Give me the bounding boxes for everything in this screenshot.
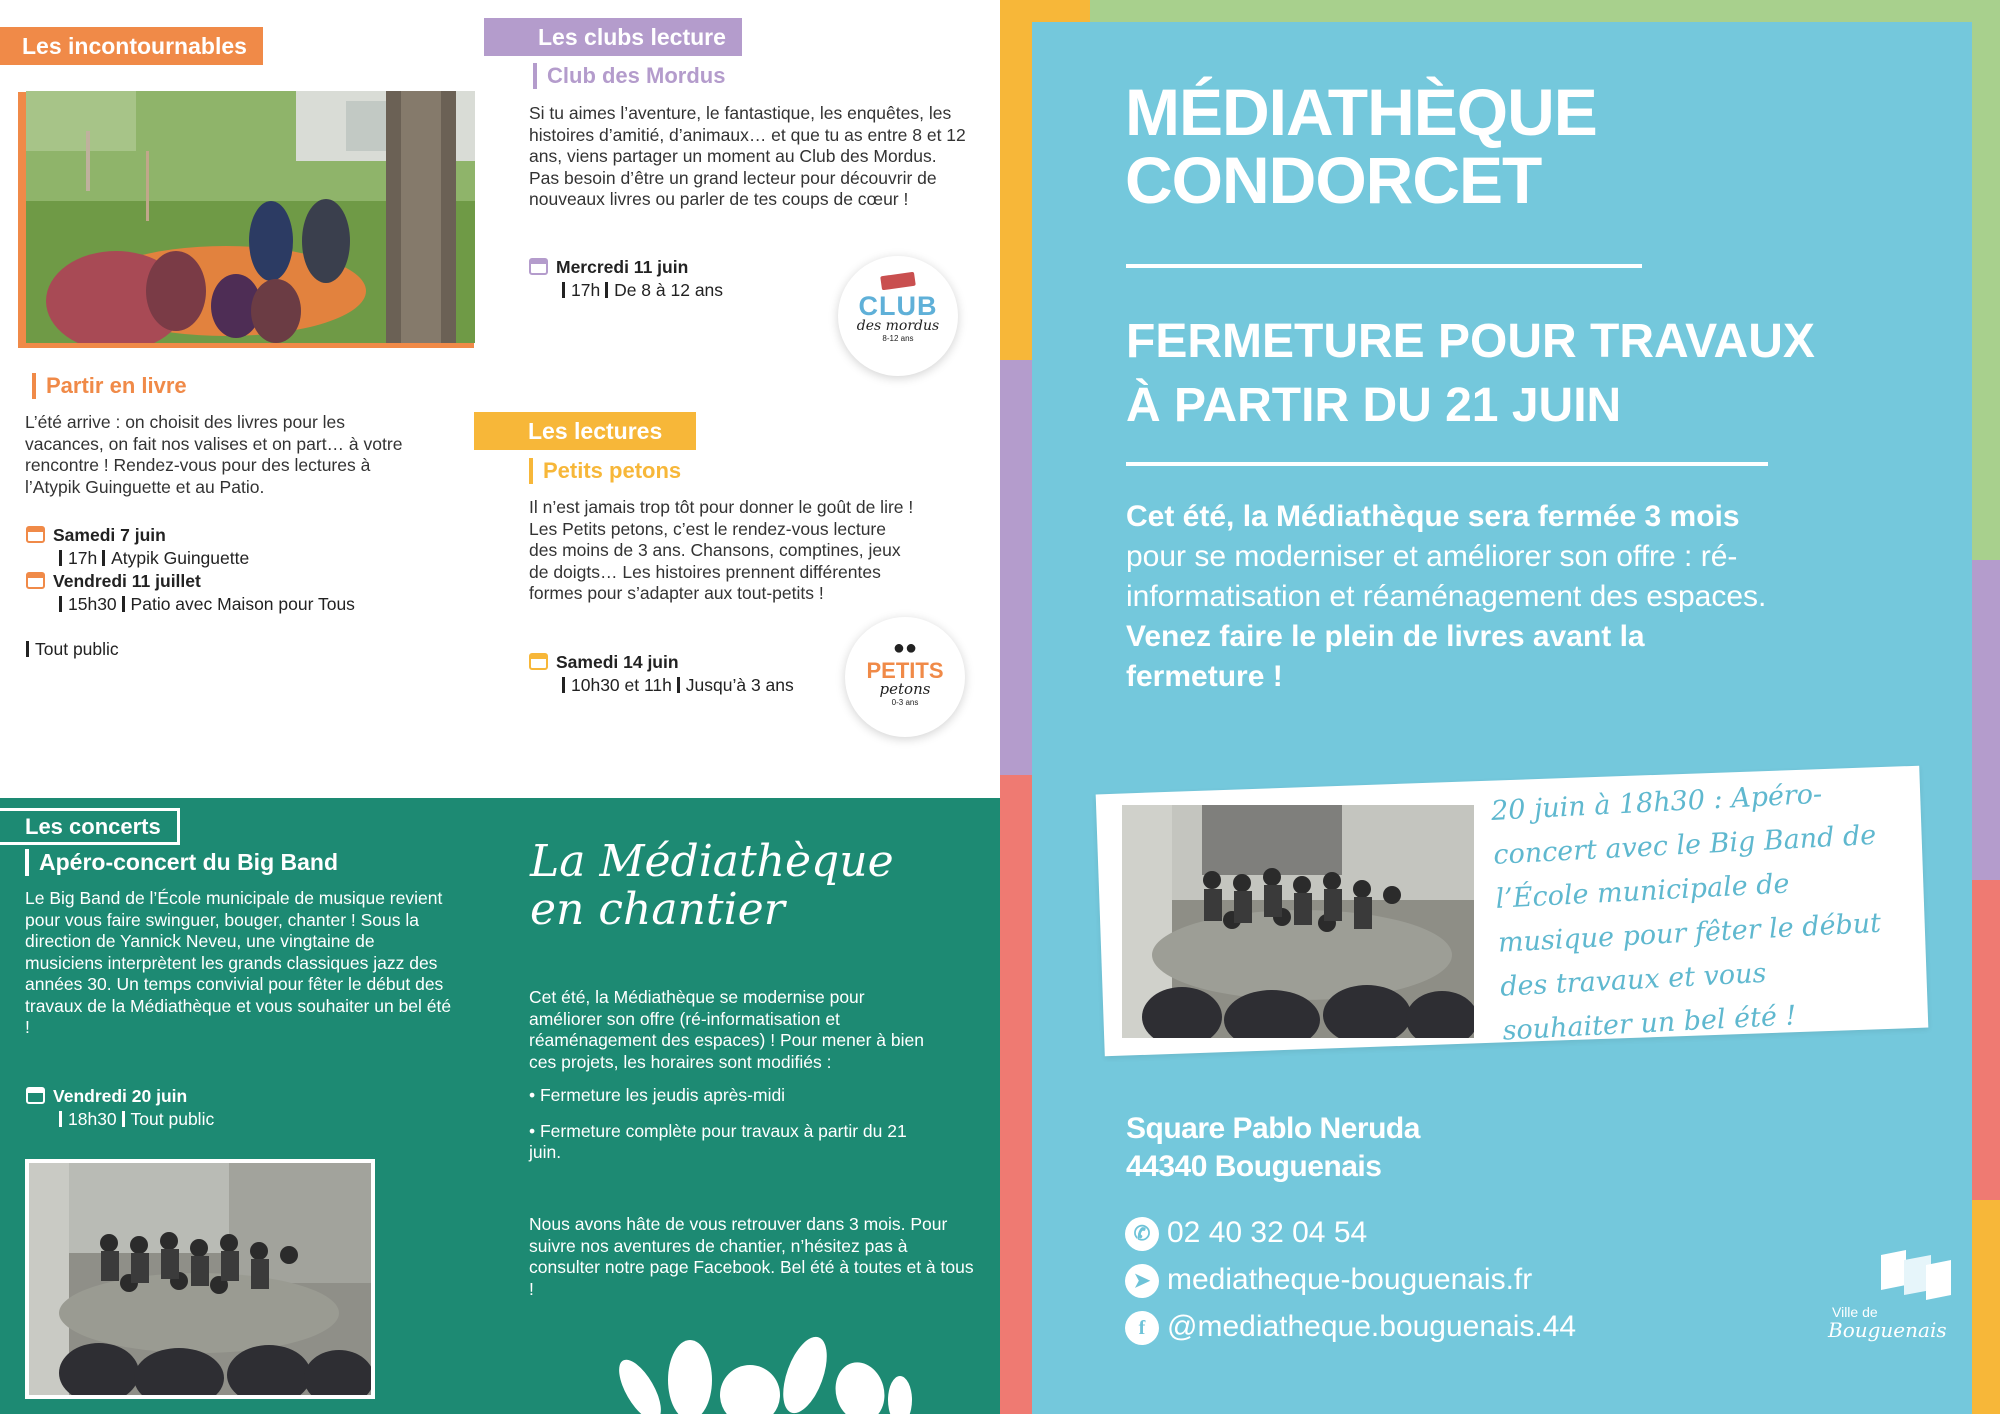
section-tag-concerts: Les concerts xyxy=(0,808,180,845)
event-time: 17h xyxy=(571,280,601,300)
cover-right-pink xyxy=(1970,880,2000,1200)
calendar-icon xyxy=(26,572,45,589)
cover-pink-stripe xyxy=(1000,775,1035,1414)
cover-paragraph-bold: Cet été, la Médiathèque sera fermée 3 mois xyxy=(1126,500,1740,533)
section-tag-clubs-lecture: Les clubs lecture xyxy=(484,18,742,56)
divider-line xyxy=(1126,264,1642,268)
big-band-photo xyxy=(1122,805,1474,1038)
cover-cyan-panel xyxy=(1032,22,1972,1414)
chantier-bullets xyxy=(529,1085,939,1164)
cover-yellow-corner xyxy=(1000,0,1090,24)
cover-paragraph-cta: Venez faire le plein de livres avant la fermeture ! xyxy=(1126,620,1645,693)
audience-text: Tout public xyxy=(130,1109,215,1129)
logo-text: 0-3 ans xyxy=(891,698,919,707)
footprints-icon: ●● xyxy=(892,637,918,659)
cursor-icon: ➤ xyxy=(1125,1264,1159,1298)
phone-icon: ✆ xyxy=(1125,1217,1159,1251)
event-time: 15h30 xyxy=(68,594,117,614)
cover-paragraph-text: pour se moderniser et améliorer son offre : ré-informatisation et réaménagement des espaces. xyxy=(1126,540,1767,613)
concert-date xyxy=(26,1085,214,1131)
address-line: Square Pablo Neruda xyxy=(1126,1112,1420,1145)
calendar-icon xyxy=(26,526,45,543)
calendar-icon xyxy=(529,258,548,275)
address xyxy=(1126,1110,1420,1186)
phone-number: 02 40 32 04 54 xyxy=(1167,1216,1368,1249)
section-tag-incontournables: Les incontournables xyxy=(0,27,263,65)
event-place: Atypik Guinguette xyxy=(111,548,250,568)
logo-big-text: Bouguenais xyxy=(1828,1318,1947,1342)
facebook-icon: f xyxy=(1125,1311,1159,1345)
calendar-icon xyxy=(26,1087,45,1104)
logo-small-text: Ville de xyxy=(1832,1304,1878,1320)
incontournables-description: L’été arrive : on choisit des livres pour les vacances, on fait nos valises et on part… à votre rencontre ! Rendez-vous pour des lectures à l’Atypik Guinguette et au Patio. xyxy=(25,412,403,497)
logo-text: des mordus xyxy=(856,318,940,334)
event-day: Vendredi 11 juillet xyxy=(53,571,201,591)
facebook-link[interactable] xyxy=(1125,1310,1576,1345)
subtitle-partir-en-livre: Partir en livre xyxy=(32,373,187,399)
event-place: Patio avec Maison pour Tous xyxy=(130,594,355,614)
cover-right-purple xyxy=(1970,560,2000,880)
ville-de-bouguenais-logo xyxy=(1828,1250,1958,1341)
event-date-1 xyxy=(26,524,249,570)
event-date-2 xyxy=(26,570,355,616)
logo-text: PETITS xyxy=(866,658,944,683)
bullet-item: • Fermeture complète pour travaux à partir du 21 juin. xyxy=(529,1120,907,1162)
club-des-mordus-logo xyxy=(838,256,958,376)
cover-title-line: CONDORCET xyxy=(1125,143,1542,217)
cover-title xyxy=(1125,75,1597,217)
lectures-description: Il n’est jamais trop tôt pour donner le goût de lire ! Les Petits petons, c’est le rendez-vous lecture des moins de 3 ans. Chansons, comptines, jeux de doigts… Les histoires prennent différentes formes pour s’adapter aux tout-petits ! xyxy=(529,497,914,603)
divider-line xyxy=(1126,462,1768,466)
event-day: Vendredi 20 juin xyxy=(53,1086,188,1106)
subtitle-apero-concert: Apéro-concert du Big Band xyxy=(25,849,338,876)
event-age: De 8 à 12 ans xyxy=(614,280,724,300)
cover-paragraph xyxy=(1126,497,1886,697)
bullet-item: • Fermeture les jeudis après-midi xyxy=(529,1085,786,1105)
subtitle-petits-petons: Petits petons xyxy=(529,458,681,484)
event-time: 10h30 et 11h xyxy=(571,675,672,695)
phone-contact[interactable] xyxy=(1125,1216,1367,1251)
concert-note-text: 20 juin à 18h30 : Apéro-concert avec le Big Band de l’École municipale de musique pour fêter le début des travaux et vous souhaiter un bel été ! xyxy=(1490,778,1882,1047)
cover-purple-stripe xyxy=(1000,360,1035,780)
calendar-icon xyxy=(529,653,548,670)
cover-right-yellow xyxy=(1970,1200,2000,1414)
big-band-photo-small xyxy=(25,1159,375,1399)
logo-mark-icon xyxy=(1876,1250,1956,1300)
logo-text: petons xyxy=(879,680,931,698)
concerts-description: Le Big Band de l’École municipale de musique revient pour vous faire swinguer, bouger, chanter ! Sous la direction de Yannick Neveu, une vingtaine de musiciens interprètent les grands classiques jazz des années 30. Un temps convivial pour fêter le début des travaux de la Médiathèque et vous souhaiter un bel été ! xyxy=(25,888,452,1037)
chantier-title xyxy=(530,838,894,934)
event-time: 17h xyxy=(68,548,98,568)
audience-text: Tout public xyxy=(35,639,119,659)
club-date xyxy=(529,256,723,302)
event-day: Mercredi 11 juin xyxy=(556,257,689,277)
cover-right-lime xyxy=(1970,0,2000,560)
petits-petons-logo xyxy=(845,617,965,737)
lectures-date xyxy=(529,651,794,697)
cover-headline xyxy=(1126,310,1815,438)
event-day: Samedi 14 juin xyxy=(556,652,679,672)
garden-reading-photo xyxy=(26,91,475,343)
leaves-decoration xyxy=(600,1320,920,1414)
chantier-title-line: La Médiathèque xyxy=(530,836,894,887)
logo-text: CLUB xyxy=(858,291,938,321)
cover-title-line: MÉDIATHÈQUE xyxy=(1125,75,1597,149)
website-link[interactable] xyxy=(1125,1263,1532,1298)
cover-yellow-stripe xyxy=(1000,0,1035,370)
event-day: Samedi 7 juin xyxy=(53,525,166,545)
section-tag-lectures: Les lectures xyxy=(474,412,696,450)
website-text: mediatheque-bouguenais.fr xyxy=(1167,1263,1533,1296)
chantier-outro: Nous avons hâte de vous retrouver dans 3 mois. Pour suivre nos aventures de chantier, n’hésitez pas à consulter notre page Facebook. Bel été à toutes et à tous ! xyxy=(529,1214,974,1299)
subtitle-club-des-mordus: Club des Mordus xyxy=(533,63,725,89)
logo-text: 8-12 ans xyxy=(882,334,914,343)
facebook-handle: @mediatheque.bouguenais.44 xyxy=(1167,1310,1577,1343)
cover-headline-line: À PARTIR DU 21 JUIN xyxy=(1126,379,1622,432)
audience-label xyxy=(26,638,119,661)
chantier-title-line: en chantier xyxy=(530,884,785,935)
event-time: 18h30 xyxy=(68,1109,117,1129)
clubs-description: Si tu aimes l’aventure, le fantastique, les enquêtes, les histoires d’amitié, d’animaux… et que tu as entre 8 et 12 ans, viens partager un moment au Club des Mordus. Pas besoin d’être un grand lecteur pour découvrir de nouveaux livres ou parler de tes coups de cœur ! xyxy=(529,103,966,209)
chantier-intro: Cet été, la Médiathèque se modernise pour améliorer son offre (ré-informatisation et réaménagement des espaces) ! Pour mener à bien ces projets, les horaires sont modifiés : xyxy=(529,987,924,1072)
cover-headline-line: FERMETURE POUR TRAVAUX xyxy=(1126,315,1815,368)
event-age: Jusqu’à 3 ans xyxy=(685,675,794,695)
address-line: 44340 Bouguenais xyxy=(1126,1150,1382,1183)
